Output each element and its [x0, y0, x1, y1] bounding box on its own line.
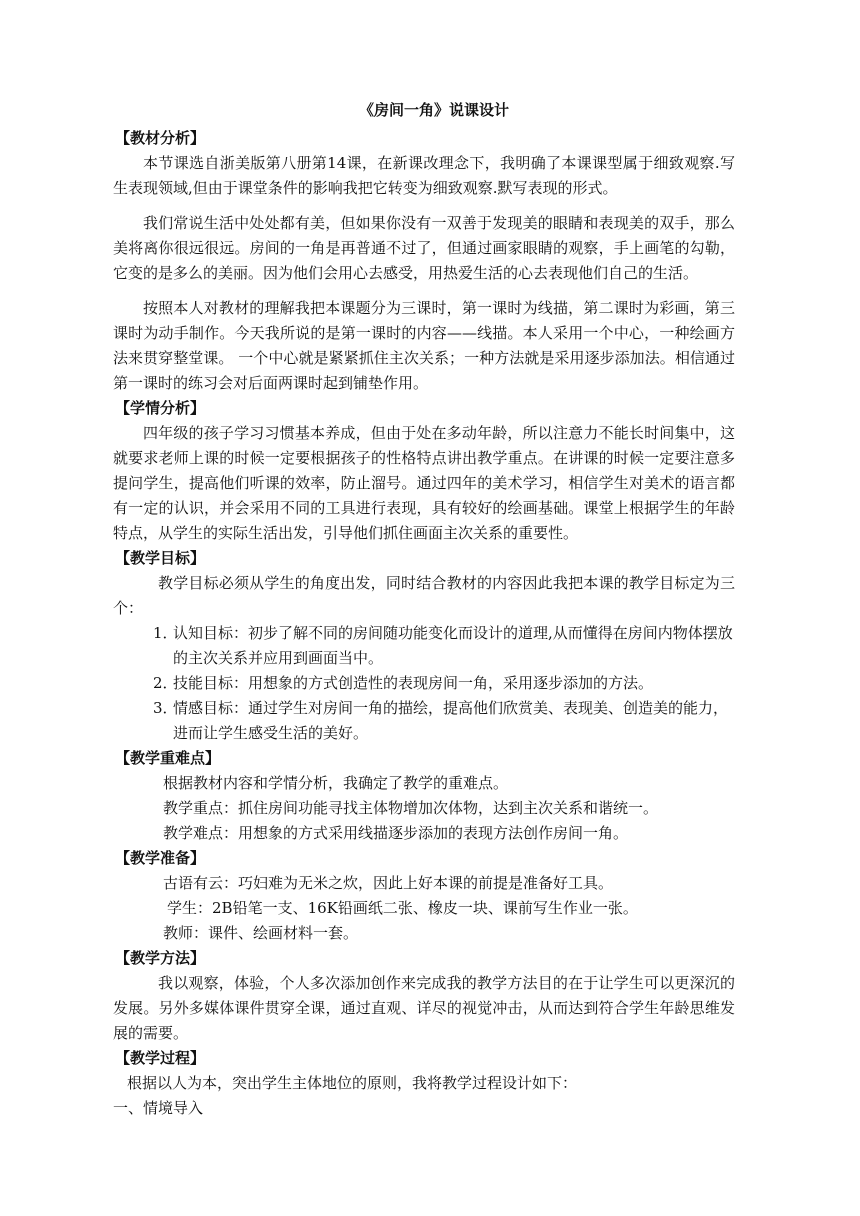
section-heading-preparation: 【教学准备】	[115, 849, 206, 867]
goals-list	[113, 621, 735, 746]
paragraph: 学生：2B铅笔一支、16K铅画纸二张、橡皮一块、课前写生作业一张。	[167, 899, 638, 917]
paragraph: 古语有云：巧妇难为无米之炊，因此上好本课的前提是准备好工具。	[163, 874, 614, 892]
list-item	[113, 696, 735, 746]
list-item	[113, 621, 735, 671]
paragraph: 本节课选自浙美版第八册第14课，在新课改理念下，我明确了本课课型属于细致观察.写生表现领域,但由于课堂条件的影响我把它转变为细致观察.默写表现的形式。	[113, 154, 735, 197]
paragraph: 教师：课件、绘画材料一套。	[163, 924, 359, 942]
list-number: 1．	[153, 624, 178, 642]
paragraph: 根据以人为本，突出学生主体地位的原则，我将教学过程设计如下：	[127, 1074, 578, 1092]
list-text: 技能目标：用想象的方式创造性的表现房间一角，采用逐步添加的方法。	[173, 674, 654, 692]
section-heading-methods: 【教学方法】	[115, 949, 206, 967]
paragraph: 一、情境导入	[113, 1099, 204, 1117]
paragraph: 我们常说生活中处处都有美，但如果你没有一双善于发现美的眼睛和表现美的双手，那么美将离你很远很远。房间的一角是再普通不过了，但通过画家眼睛的观察，手上画笔的勾勒，它变的是多么的美丽。因为他们会用心去感受，用热爱生活的心去表现他们自己的生活。	[113, 214, 735, 282]
paragraph: 根据教材内容和学情分析，我确定了教学的重难点。	[163, 774, 509, 792]
paragraph: 四年级的孩子学习习惯基本养成，但由于处在多动年龄，所以注意力不能长时间集中，这就要求老师上课的时候一定要根据孩子的性格特点讲出教学重点。在讲课的时候一定要注意多提问学生，提高他们听课的效率，防止溜号。通过四年的美术学习，相信学生对美术的语言都有一定的认识，并会采用不同的工具进行表现，具有较好的绘画基础。课堂上根据学生的年龄特点，从学生的实际生活出发，引导他们抓住画面主次关系的重要性。	[113, 424, 735, 542]
list-number: 3．	[153, 699, 178, 717]
list-number: 2．	[153, 674, 178, 692]
document-title: 《房间一角》说课设计	[358, 101, 509, 119]
section-heading-process: 【教学过程】	[115, 1049, 206, 1067]
list-text: 情感目标：通过学生对房间一角的描绘，提高他们欣赏美、表现美、创造美的能力，进而让学生感受生活的美好。	[173, 699, 729, 742]
list-item	[113, 671, 735, 696]
section-heading-key-points: 【教学重难点】	[115, 749, 221, 767]
section-heading-student-analysis: 【学情分析】	[115, 399, 206, 417]
document-page	[113, 98, 735, 1121]
section-heading-textbook-analysis: 【教材分析】	[115, 129, 206, 147]
list-text: 认知目标：初步了解不同的房间随功能变化而设计的道理,从而懂得在房间内物体摆放的主次关系并应用到画面当中。	[173, 624, 733, 667]
paragraph: 教学重点：抓住房间功能寻找主体物增加次体物，达到主次关系和谐统一。	[163, 799, 659, 817]
paragraph: 按照本人对教材的理解我把本课题分为三课时，第一课时为线描，第二课时为彩画，第三课时为动手制作。今天我所说的是第一课时的内容——线描。本人采用一个中心，一种绘画方法来贯穿整堂课。 一个中心就是紧紧抓住主次关系；一种方法就是采用逐步添加法。相信通过第一课时的练习会对后面两课时起到铺垫作用。	[113, 299, 735, 392]
paragraph: 我以观察，体验，个人多次添加创作来完成我的教学方法目的在于让学生可以更深沉的发展。另外多媒体课件贯穿全课，通过直观、详尽的视觉冲击，从而达到符合学生年龄思维发展的需要。	[113, 974, 735, 1042]
section-heading-teaching-goals: 【教学目标】	[115, 549, 206, 567]
paragraph: 教学难点：用想象的方式采用线描逐步添加的表现方法创作房间一角。	[163, 824, 629, 842]
paragraph: 教学目标必须从学生的角度出发，同时结合教材的内容因此我把本课的教学目标定为三个：	[113, 574, 735, 617]
